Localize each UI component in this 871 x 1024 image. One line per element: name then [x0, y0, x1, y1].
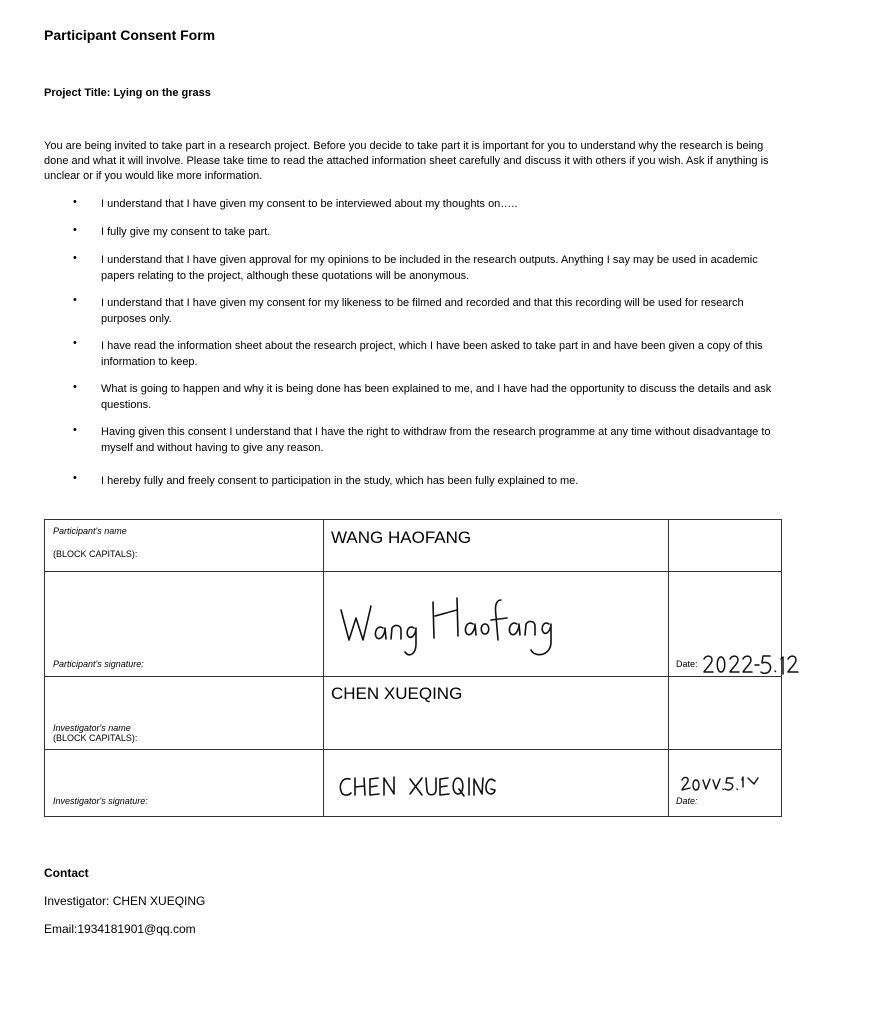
bullet-icon: •: [73, 196, 77, 208]
signature-table: [44, 519, 782, 817]
investigator-name-value: CHEN XUEQING: [331, 684, 463, 703]
bullet-icon: •: [73, 337, 77, 349]
consent-statement: I fully give my consent to take part.: [101, 226, 271, 238]
contact-heading: Contact: [44, 866, 89, 880]
bullet-icon: •: [73, 252, 77, 264]
contact-investigator: Investigator: CHEN XUEQING: [44, 894, 206, 908]
consent-statement: I understand that I have given my consent for my likeness to be filmed and recorded and that this recording will be used for research purposes only.: [101, 297, 744, 325]
table-divider: [45, 676, 781, 677]
participant-name-value: WANG HAOFANG: [331, 528, 472, 547]
consent-statement: I understand that I have given my consent to be interviewed about my thoughts on…..: [101, 198, 518, 210]
investigator-name-label: Investigator's name: [53, 723, 131, 733]
investigator-date-label: Date:: [676, 796, 698, 806]
participant-date-label: Date:: [676, 659, 698, 669]
investigator-date-handwritten: [680, 774, 760, 792]
investigator-signature-label: Investigator's signature:: [53, 796, 148, 806]
table-divider: [45, 749, 781, 750]
consent-statement: I hereby fully and freely consent to participation in the study, which has been fully explained to me.: [101, 475, 579, 487]
bullet-icon: •: [73, 294, 77, 306]
form-title: Participant Consent Form: [44, 27, 216, 43]
table-divider: [668, 520, 669, 816]
table-divider: [323, 520, 324, 816]
investigator-name-caps-label: (BLOCK CAPITALS):: [53, 733, 138, 743]
consent-statement: I have read the information sheet about the research project, which I have been asked to take part in and have been given a copy of this information to keep.: [101, 340, 763, 368]
participant-name-label: Participant's name: [53, 526, 127, 536]
bullet-icon: •: [73, 472, 77, 484]
participant-name-caps-label: (BLOCK CAPITALS):: [53, 549, 138, 559]
bullet-icon: •: [73, 381, 77, 393]
intro-paragraph: You are being invited to take part in a research project. Before you decide to take part it is important for you to understand why the research is being done and what it will involve. Please take time to read the attached information sheet carefully and discuss it with others if you wish. Ask if anything is unclear or if you would like more information.: [44, 140, 769, 182]
participant-date-handwritten: [702, 653, 802, 677]
consent-statement: I understand that I have given approval for my opinions to be included in the research outputs. Anything I say may be used in academic papers relating to the project, although these quotations will be anonymous.: [101, 254, 758, 282]
participant-signature-image: [335, 594, 565, 666]
bullet-icon: •: [73, 224, 77, 236]
project-title: Project Title: Lying on the grass: [44, 87, 211, 99]
bullet-icon: •: [73, 424, 77, 436]
participant-signature-label: Participant's signature:: [53, 659, 144, 669]
contact-email[interactable]: Email:1934181901@qq.com: [44, 922, 196, 936]
consent-statement: Having given this consent I understand that I have the right to withdraw from the research programme at any time without disadvantage to myself and without having to give any reason.: [101, 426, 771, 454]
consent-statement: What is going to happen and why it is being done has been explained to me, and I have had the opportunity to discuss the details and ask questions.: [101, 383, 772, 411]
investigator-signature-image: [338, 775, 498, 799]
table-divider: [45, 571, 781, 572]
